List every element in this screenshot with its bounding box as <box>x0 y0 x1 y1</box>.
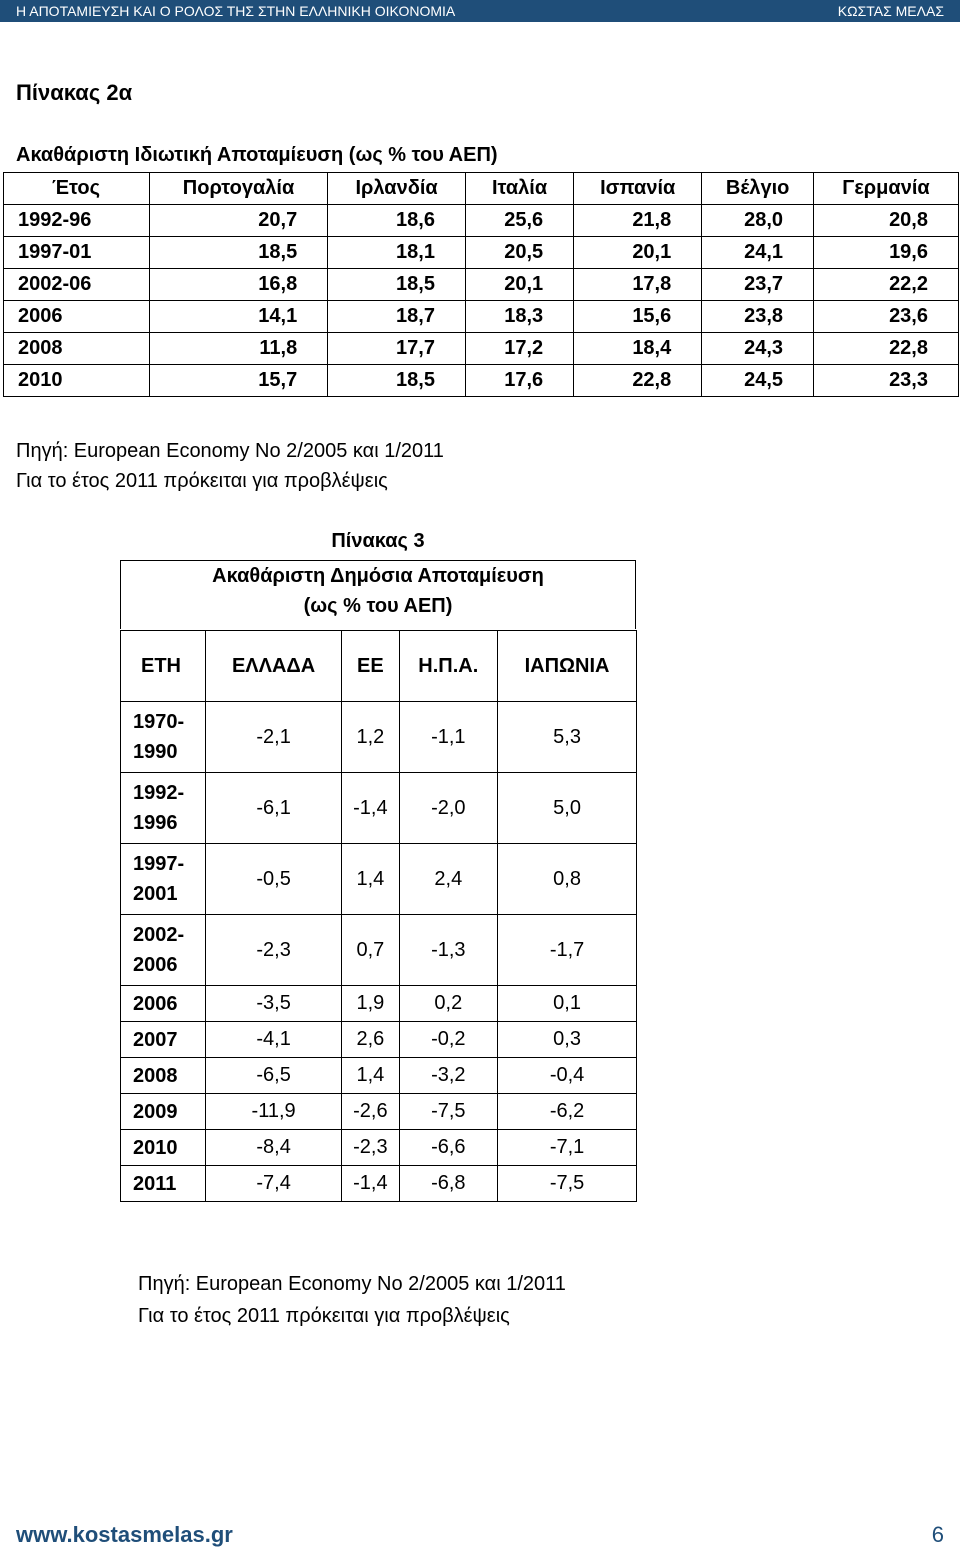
table2-cell: 16,8 <box>149 269 327 301</box>
table3-row-period <box>121 773 206 844</box>
table2-header-year: Έτος <box>4 173 150 205</box>
table2-cell: 22,2 <box>814 269 959 301</box>
table2-row-year: 1997-01 <box>4 237 150 269</box>
table2-cell: 23,7 <box>702 269 814 301</box>
table3-cell: -2,3 <box>342 1130 399 1166</box>
table3-period-start: 2002- <box>133 924 185 946</box>
table3-period-start: 1992- <box>133 782 185 804</box>
table3-cell: -7,1 <box>498 1130 637 1166</box>
table-row <box>121 1166 637 1202</box>
table3-cell: -6,1 <box>206 773 342 844</box>
table2-cell: 18,5 <box>328 269 466 301</box>
table2-cell: 18,7 <box>328 301 466 333</box>
table2-header-ireland: Ιρλανδία <box>328 173 466 205</box>
table2-cell: 18,4 <box>574 333 702 365</box>
table3-cell: -3,5 <box>206 986 342 1022</box>
table2-cell: 20,7 <box>149 205 327 237</box>
table2-header-spain: Ισπανία <box>574 173 702 205</box>
table3-cell: -7,5 <box>498 1166 637 1202</box>
table-row <box>4 269 959 301</box>
table3-period-start: 2008 <box>133 1064 178 1087</box>
table3-row-period <box>121 1058 206 1094</box>
table-row <box>121 1130 637 1166</box>
table2-cell: 20,1 <box>574 237 702 269</box>
table2-header-portugal: Πορτογαλία <box>149 173 327 205</box>
table2-cell: 23,8 <box>702 301 814 333</box>
table-row <box>121 1058 637 1094</box>
table3-cell: 5,0 <box>498 773 637 844</box>
footer-page-number: 6 <box>931 1522 944 1547</box>
table3-row-period <box>121 1166 206 1202</box>
table3-cell: 0,3 <box>498 1022 637 1058</box>
table-row <box>4 237 959 269</box>
table2-cell: 15,6 <box>574 301 702 333</box>
table2-cell: 22,8 <box>814 333 959 365</box>
table-row <box>4 333 959 365</box>
table3-cell: 0,8 <box>498 844 637 915</box>
table3-period-start: 2009 <box>133 1100 178 1123</box>
page-header <box>0 0 960 22</box>
table2-cell: 17,8 <box>574 269 702 301</box>
table2-cell: 17,2 <box>465 333 573 365</box>
table-row <box>4 301 959 333</box>
table2-cell: 18,3 <box>465 301 573 333</box>
table2-cell: 18,1 <box>328 237 466 269</box>
table3-cell: -7,4 <box>206 1166 342 1202</box>
table3-cell: 0,1 <box>498 986 637 1022</box>
table2-cell: 11,8 <box>149 333 327 365</box>
table2-cell: 18,6 <box>328 205 466 237</box>
table3-cell: -4,1 <box>206 1022 342 1058</box>
table3-cell: -0,5 <box>206 844 342 915</box>
table2-row-year: 2006 <box>4 301 150 333</box>
table3-cell: -2,0 <box>399 773 498 844</box>
table3-cell: 0,7 <box>342 915 399 986</box>
table2-header-italy: Ιταλία <box>465 173 573 205</box>
table2-header-belgium: Βέλγιο <box>702 173 814 205</box>
table2-cell: 17,6 <box>465 365 573 397</box>
table-row <box>121 702 637 773</box>
table3-cell: -7,5 <box>399 1094 498 1130</box>
table2-cell: 25,6 <box>465 205 573 237</box>
header-author: ΚΩΣΤΑΣ ΜΕΛΑΣ <box>837 3 944 19</box>
table2-row-year: 2010 <box>4 365 150 397</box>
table-row <box>121 1094 637 1130</box>
table2-source-line1: Πηγή: European Economy No 2/2005 και 1/2011 <box>16 440 444 462</box>
table3-cell: -0,2 <box>399 1022 498 1058</box>
table2-header-row <box>4 173 959 205</box>
table3-cell: 1,4 <box>342 844 399 915</box>
table-row <box>121 844 637 915</box>
table3-header-japan: ΙΑΠΩΝΙΑ <box>498 631 637 702</box>
table3-cell: -1,4 <box>342 773 399 844</box>
table3-cell: -6,8 <box>399 1166 498 1202</box>
table2-private-savings <box>3 172 959 397</box>
table-row <box>121 1022 637 1058</box>
table2-cell: 20,8 <box>814 205 959 237</box>
table3-row-period <box>121 1022 206 1058</box>
table3-period-start: 2007 <box>133 1028 178 1051</box>
table2-cell: 18,5 <box>149 237 327 269</box>
table3-row-period <box>121 702 206 773</box>
table2-cell: 24,1 <box>702 237 814 269</box>
table3-source <box>138 1268 566 1332</box>
table3-header-usa: Η.Π.Α. <box>399 631 498 702</box>
table3-cell: -6,2 <box>498 1094 637 1130</box>
table2-cell: 22,8 <box>574 365 702 397</box>
table3-cell: -6,5 <box>206 1058 342 1094</box>
table3-period-end: 1996 <box>133 812 178 834</box>
table3-cell: -1,3 <box>399 915 498 986</box>
table3-cell: 1,9 <box>342 986 399 1022</box>
table3-cell: 0,2 <box>399 986 498 1022</box>
table2-cell: 23,6 <box>814 301 959 333</box>
table-row <box>121 986 637 1022</box>
table2-cell: 14,1 <box>149 301 327 333</box>
table2-source-line2: Για το έτος 2011 πρόκειται για προβλέψεις <box>16 470 388 492</box>
table3-row-period <box>121 1130 206 1166</box>
table3-header-row <box>121 631 637 702</box>
table3-period-end: 1990 <box>133 741 178 763</box>
table3-period-start: 1997- <box>133 853 185 875</box>
table3-cell: -2,3 <box>206 915 342 986</box>
table3-cell: -0,4 <box>498 1058 637 1094</box>
table3-cell: 5,3 <box>498 702 637 773</box>
table2-row-year: 2008 <box>4 333 150 365</box>
table3-row-period <box>121 986 206 1022</box>
table3-header-eu: ΕΕ <box>342 631 399 702</box>
table2-header-germany: Γερμανία <box>814 173 959 205</box>
table-row <box>4 205 959 237</box>
table3-cell: -1,1 <box>399 702 498 773</box>
table2-cell: 15,7 <box>149 365 327 397</box>
table3-period-end: 2001 <box>133 883 178 905</box>
table3-row-period <box>121 1094 206 1130</box>
table2-cell: 21,8 <box>574 205 702 237</box>
table-row <box>4 365 959 397</box>
table3-cell: -1,4 <box>342 1166 399 1202</box>
table3-heading <box>120 528 636 630</box>
table3-cell: -2,1 <box>206 702 342 773</box>
table3-cell: -3,2 <box>399 1058 498 1094</box>
table2-cell: 24,3 <box>702 333 814 365</box>
table3-label: Πίνακας 3 <box>331 530 425 552</box>
table2-source <box>16 436 444 496</box>
table3-row-period <box>121 844 206 915</box>
table3-title-line2: (ως % του ΑΕΠ) <box>303 595 453 617</box>
table2-cell: 20,5 <box>465 237 573 269</box>
table3-source-line2: Για το έτος 2011 πρόκειται για προβλέψεις <box>138 1305 510 1327</box>
table3-period-end: 2006 <box>133 954 178 976</box>
table3-title-box <box>120 560 636 629</box>
table2-label: Πίνακας 2α <box>16 80 133 105</box>
table3-period-start: 2006 <box>133 992 178 1015</box>
table2-cell: 23,3 <box>814 365 959 397</box>
table3-header-greece: ΕΛΛΑΔΑ <box>206 631 342 702</box>
table3-cell: 2,6 <box>342 1022 399 1058</box>
table3-cell: -11,9 <box>206 1094 342 1130</box>
table3-source-line1: Πηγή: European Economy No 2/2005 και 1/2011 <box>138 1273 566 1295</box>
table3-period-start: 2011 <box>133 1172 177 1195</box>
table2-cell: 24,5 <box>702 365 814 397</box>
header-document-title: Η ΑΠΟΤΑΜΙΕΥΣΗ ΚΑΙ Ο ΡΟΛΟΣ ΤΗΣ ΣΤΗΝ ΕΛΛΗΝΙΚΗ ΟΙΚΟΝΟΜΙΑ <box>16 3 456 19</box>
table2-cell: 28,0 <box>702 205 814 237</box>
table2-cell: 19,6 <box>814 237 959 269</box>
table-row <box>121 773 637 844</box>
table3-header-years: ΕΤΗ <box>121 631 206 702</box>
table3-period-start: 1970- <box>133 711 185 733</box>
table3-cell: -2,6 <box>342 1094 399 1130</box>
table2-row-year: 2002-06 <box>4 269 150 301</box>
table3-public-savings <box>120 630 637 1202</box>
table2-row-year: 1992-96 <box>4 205 150 237</box>
table2-cell: 18,5 <box>328 365 466 397</box>
table3-cell: 1,4 <box>342 1058 399 1094</box>
table3-period-start: 2010 <box>133 1136 178 1159</box>
table3-cell: 1,2 <box>342 702 399 773</box>
table2-cell: 17,7 <box>328 333 466 365</box>
table-row <box>121 915 637 986</box>
table2-cell: 20,1 <box>465 269 573 301</box>
table3-row-period <box>121 915 206 986</box>
table2-title: Ακαθάριστη Ιδιωτική Αποταμίευση (ως % του ΑΕΠ) <box>16 144 498 166</box>
table3-cell: -6,6 <box>399 1130 498 1166</box>
table3-title-line1: Ακαθάριστη Δημόσια Αποταμίευση <box>212 565 544 587</box>
table3-cell: 2,4 <box>399 844 498 915</box>
table3-cell: -1,7 <box>498 915 637 986</box>
footer-website: www.kostasmelas.gr <box>16 1522 233 1547</box>
table3-cell: -8,4 <box>206 1130 342 1166</box>
